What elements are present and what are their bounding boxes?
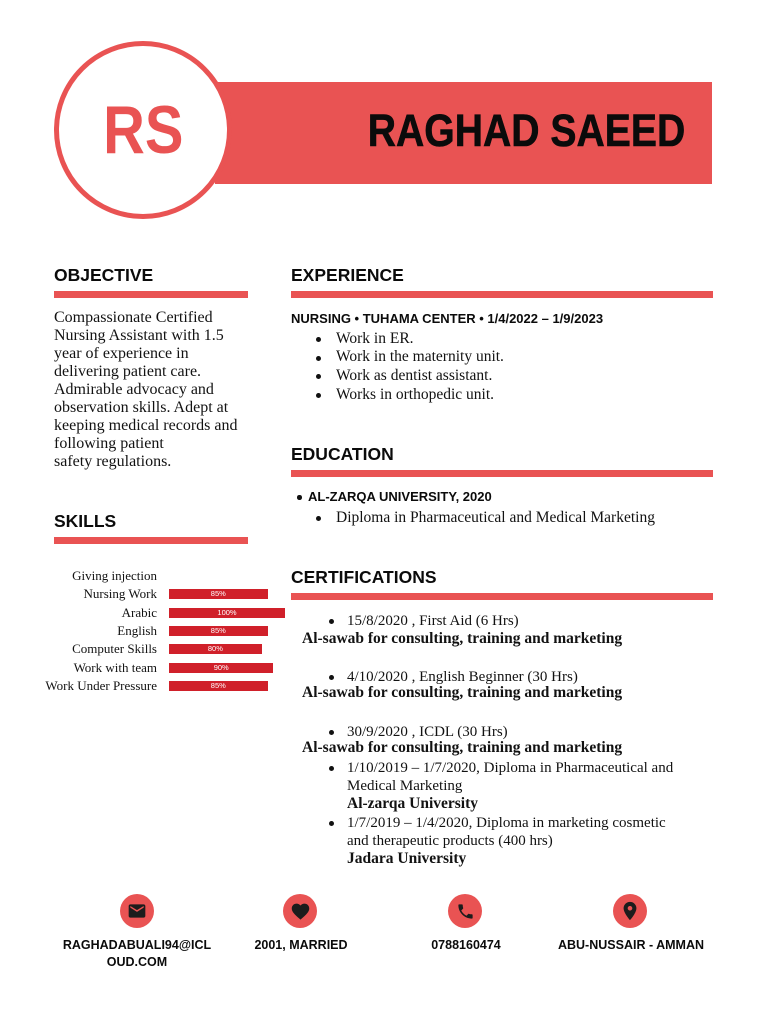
skill-bar <box>169 644 262 654</box>
education-bullets <box>314 509 655 528</box>
bullet-dot <box>329 675 334 680</box>
heart-icon <box>290 901 311 922</box>
skills-chart <box>0 567 300 695</box>
certification-text: 4/10/2020 , English Beginner (30 Hrs) <box>347 669 578 685</box>
education-heading: EDUCATION <box>291 444 394 464</box>
skill-bar <box>169 608 285 618</box>
list-item-text: Work in the maternity unit. <box>336 348 504 366</box>
bullet-dot <box>316 337 321 342</box>
list-item <box>314 386 504 405</box>
skill-bar <box>169 663 273 673</box>
skill-row <box>0 585 300 603</box>
map-pin-icon <box>619 900 641 922</box>
skill-label: Work Under Pressure <box>45 677 157 693</box>
skill-percent: 85% <box>210 589 226 599</box>
experience-bullets <box>314 330 504 405</box>
certification-item <box>327 759 685 795</box>
bullet-dot <box>316 393 321 398</box>
skill-bar <box>169 589 268 599</box>
skill-row <box>0 659 300 677</box>
certification-issuer: Al-sawab for consulting, training and marketing <box>302 630 623 647</box>
objective-line: Compassionate Certified <box>54 309 213 326</box>
skills-rule <box>54 537 248 544</box>
skill-row <box>0 622 300 640</box>
objective-line: safety regulations. <box>54 453 172 470</box>
objective-rule <box>54 291 248 298</box>
certification-text: 30/9/2020 , ICDL (30 Hrs) <box>347 724 508 740</box>
skill-percent: 85% <box>210 625 226 635</box>
objective-line: keeping medical records and <box>54 417 238 434</box>
skills-heading: SKILLS <box>54 511 117 531</box>
personal-badge <box>283 894 317 928</box>
skill-label: Nursing Work <box>83 586 157 602</box>
monogram-initials: RS <box>102 92 184 168</box>
education-school <box>296 489 768 505</box>
certification-issuer: Al-sawab for consulting, training and marketing <box>302 739 623 756</box>
objective-line: year of experience in <box>54 345 189 362</box>
list-item <box>314 348 504 367</box>
bullet-dot <box>329 766 334 771</box>
skill-percent: 85% <box>210 680 226 690</box>
objective-paragraph <box>54 309 250 471</box>
bullet-dot <box>316 374 321 379</box>
skill-label: Work with team <box>73 659 157 675</box>
monogram-circle <box>54 41 232 219</box>
phone-badge <box>448 894 482 928</box>
objective-heading: OBJECTIVE <box>54 265 154 285</box>
skill-label: Computer Skills <box>72 641 157 657</box>
location-badge <box>613 894 647 928</box>
certification-text: 1/10/2019 – 1/7/2020, Diploma in Pharmaceutical and Medical Marketing <box>347 760 674 794</box>
list-item-text: Works in orthopedic unit. <box>336 385 495 403</box>
full-name-text: RAGHAD SAEED <box>368 105 686 156</box>
certification-issuer: Al-zarqa University <box>347 795 479 812</box>
full-name <box>342 106 712 156</box>
certifications-rule <box>291 593 713 600</box>
list-item <box>314 509 655 528</box>
list-item-text: Work in ER. <box>336 329 414 347</box>
objective-line: observation skills. Adept at <box>54 399 229 416</box>
certifications-heading: CERTIFICATIONS <box>291 567 437 587</box>
skill-label: Arabic <box>121 604 157 620</box>
experience-rule <box>291 291 713 298</box>
certification-text: 15/8/2020 , First Aid (6 Hrs) <box>347 613 519 629</box>
contact-birth-status: 2001, MARRIED <box>254 938 348 952</box>
skill-label: Giving injection <box>72 568 157 583</box>
list-item-text: Work as dentist assistant. <box>336 366 493 384</box>
bullet-dot <box>316 516 321 521</box>
envelope-icon <box>127 901 147 921</box>
certification-issuer: Jadara University <box>347 850 467 867</box>
bullet-dot <box>329 730 334 735</box>
objective-line: following patient <box>54 435 164 452</box>
bullet-dot <box>297 495 302 500</box>
experience-heading: EXPERIENCE <box>291 265 404 285</box>
email-badge <box>120 894 154 928</box>
certification-text: 1/7/2019 – 1/4/2020, Diploma in marketing cosmetic and therapeutic products (400 hrs) <box>347 815 666 849</box>
list-item-text: Diploma in Pharmaceutical and Medical Marketing <box>336 508 655 526</box>
objective-line: Nursing Assistant with 1.5 <box>54 327 224 344</box>
contact-address: ABU-NUSSAIR - AMMAN <box>557 938 705 952</box>
list-item <box>314 330 504 349</box>
phone-icon <box>456 902 475 921</box>
objective-line: Admirable advocacy and <box>54 381 214 398</box>
bullet-dot <box>316 356 321 361</box>
contact-phone: 0788160474 <box>431 938 501 952</box>
objective-line: delivering patient care. <box>54 363 202 380</box>
education-rule <box>291 470 713 477</box>
bullet-dot <box>329 619 334 624</box>
skill-percent: 100% <box>217 607 237 617</box>
skill-bar <box>169 681 268 691</box>
certification-issuer: Al-sawab for consulting, training and marketing <box>302 684 623 701</box>
skill-bar <box>169 626 268 636</box>
skill-percent: 90% <box>213 662 229 672</box>
skill-row <box>0 677 300 695</box>
skill-percent: 80% <box>207 644 223 654</box>
certification-item <box>327 814 685 850</box>
contact-email: RAGHADABUALI94@ICLOUD.COM <box>62 938 212 969</box>
skill-row <box>0 640 300 658</box>
bullet-dot <box>329 821 334 826</box>
skill-row <box>0 567 300 585</box>
list-item <box>314 367 504 386</box>
skill-label: English <box>117 622 157 638</box>
skill-row <box>0 604 300 622</box>
education-school-text: AL-ZARQA UNIVERSITY, 2020 <box>308 489 492 504</box>
certification-item <box>327 612 685 630</box>
experience-job-title: NURSING • TUHAMA CENTER • 1/4/2022 – 1/9/2023 <box>291 311 604 326</box>
